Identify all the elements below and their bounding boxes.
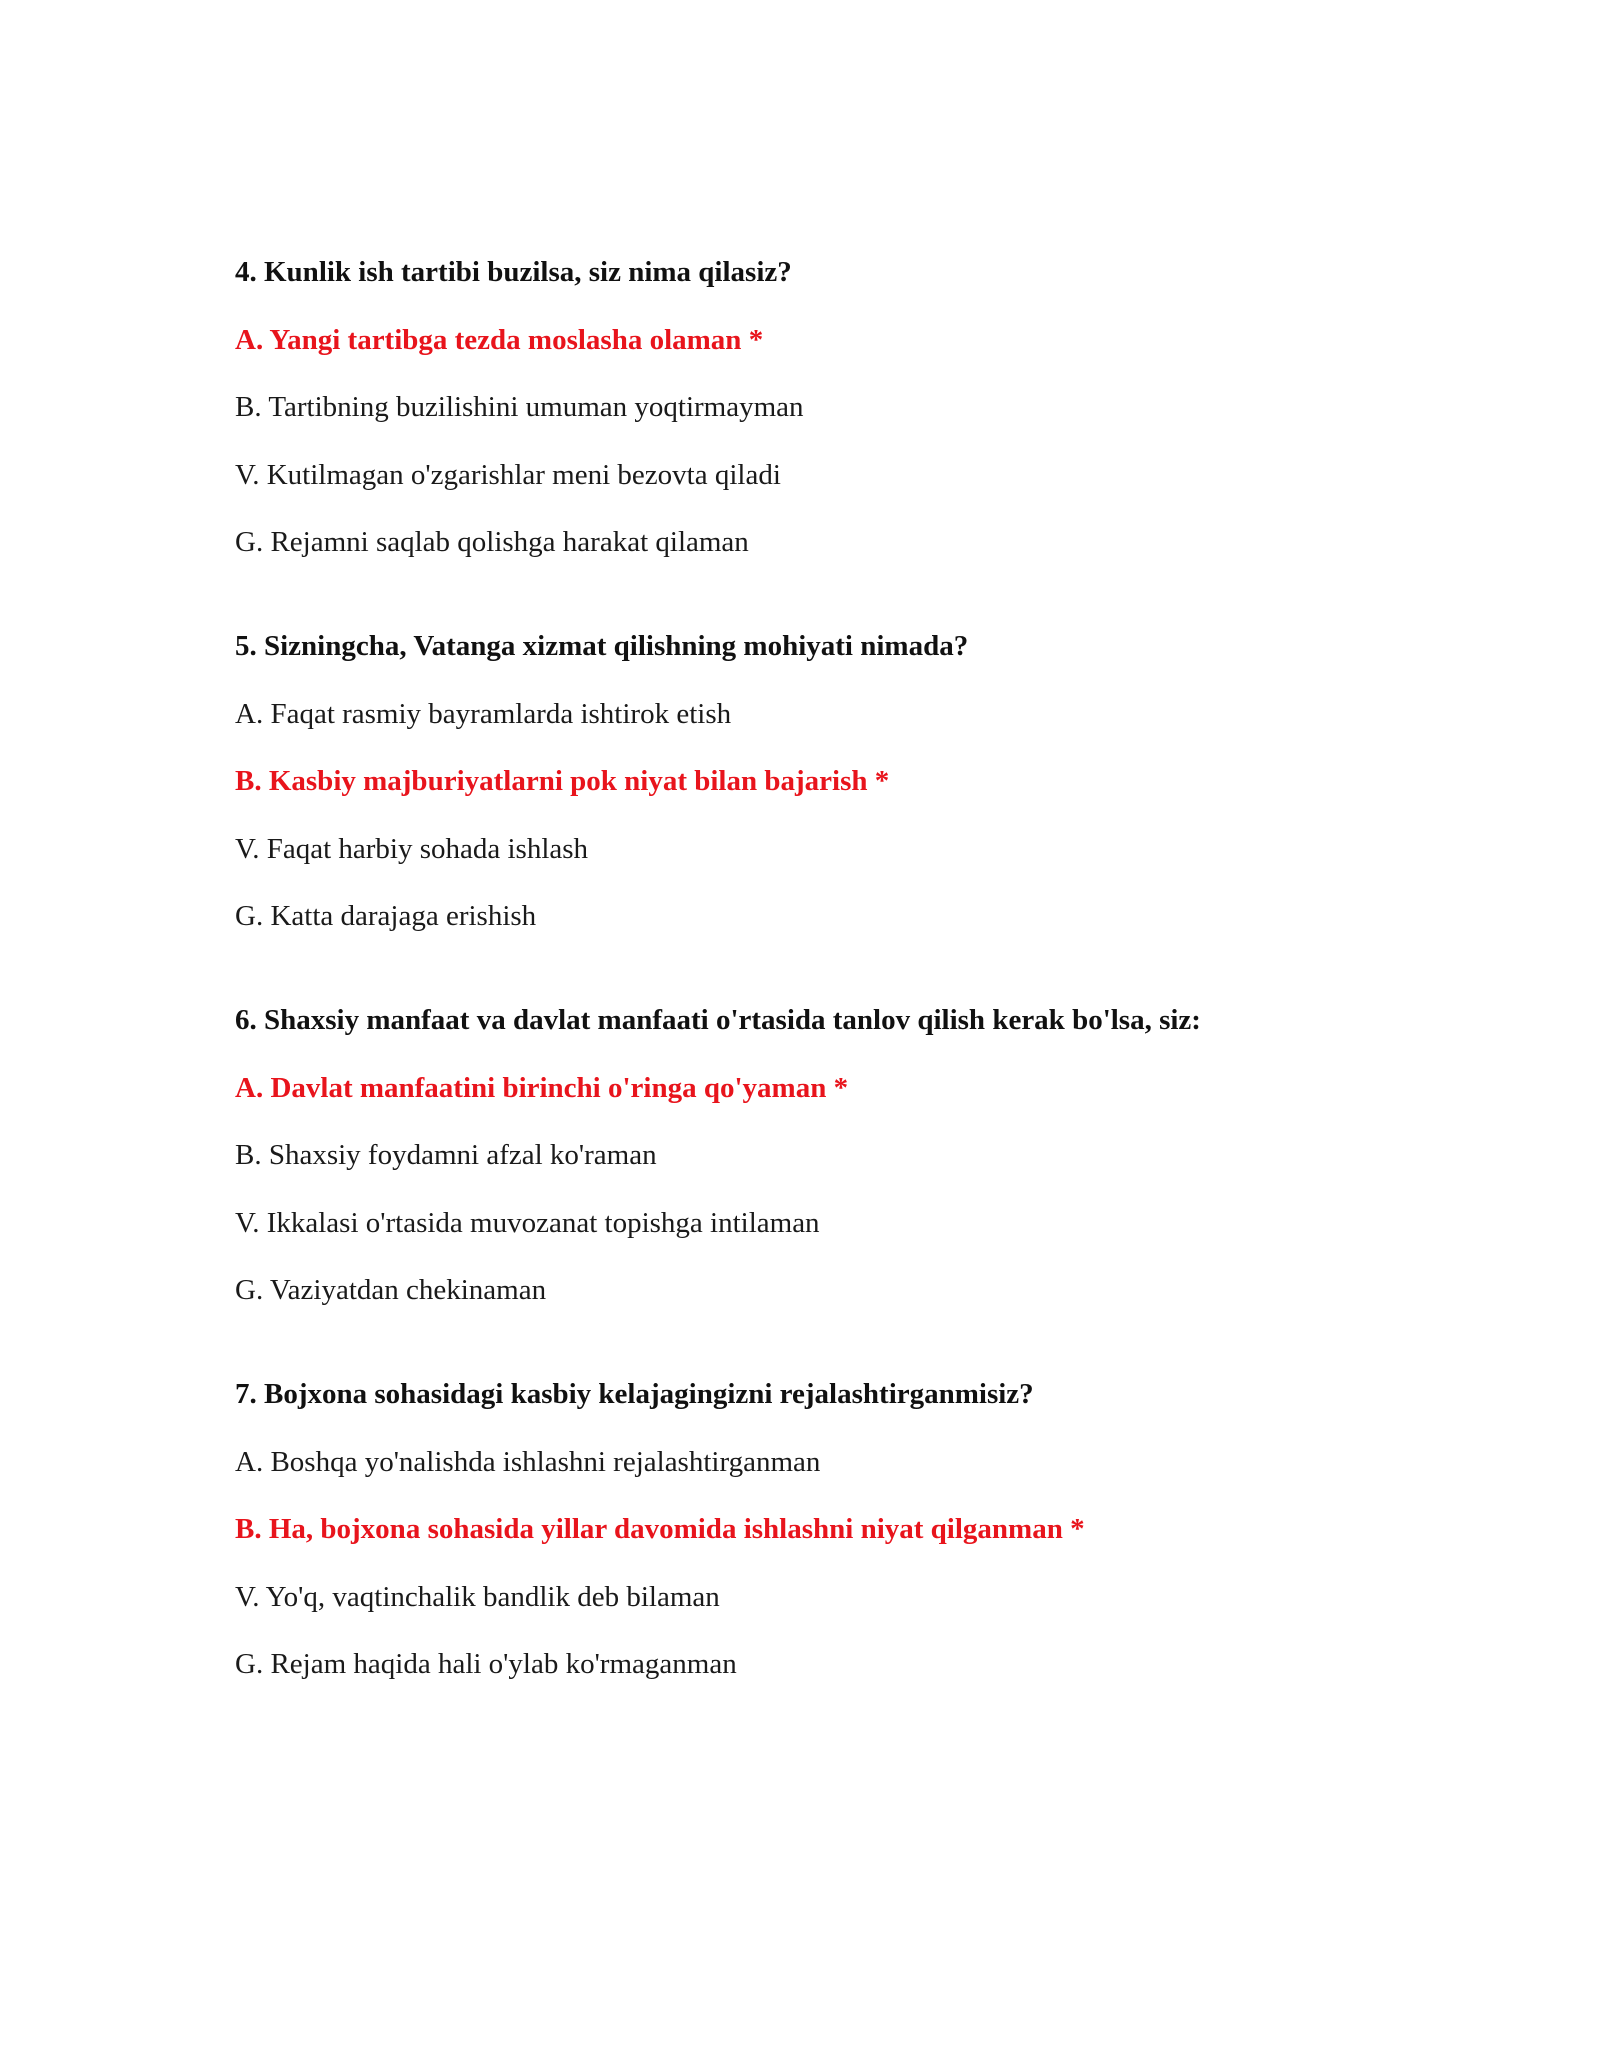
option-item-correct: A. Yangi tartibga tezda moslasha olaman * (235, 323, 764, 356)
question-block-6 (235, 1002, 1435, 1309)
question-block-4 (235, 254, 1435, 561)
option-item: G. Rejam haqida hali o'ylab ko'rmaganman (235, 1648, 737, 1680)
question-block-5 (235, 628, 1435, 935)
option-item: B. Tartibning buzilishini umuman yoqtirmayman (235, 391, 804, 423)
option-item: V. Ikkalasi o'rtasida muvozanat topishga intilaman (235, 1206, 820, 1239)
option-item: V. Yo'q, vaqtinchalik bandlik deb bilaman (235, 1580, 720, 1613)
option-item: B. Shaxsiy foydamni afzal ko'raman (235, 1139, 657, 1171)
question-title: 6. Shaxsiy manfaat va davlat manfaati o'rtasida tanlov qilish kerak bo'lsa, siz: (235, 1004, 1201, 1036)
option-item-correct: B. Ha, bojxona sohasida yillar davomida ishlashni niyat qilganman * (235, 1513, 1085, 1545)
option-item: G. Vaziyatdan chekinaman (235, 1274, 547, 1306)
questionnaire (235, 254, 1435, 1750)
question-title: 5. Sizningcha, Vatanga xizmat qilishning mohiyati nimada? (235, 630, 969, 662)
question-block-7 (235, 1376, 1435, 1683)
option-item-correct: B. Kasbiy majburiyatlarni pok niyat bilan bajarish * (235, 765, 890, 797)
option-item-correct: A. Davlat manfaatini birinchi o'ringa qo'yaman * (235, 1071, 849, 1104)
question-title: 7. Bojxona sohasidagi kasbiy kelajagingizni rejalashtirganmisiz? (235, 1378, 1034, 1410)
option-item: A. Faqat rasmiy bayramlarda ishtirok etish (235, 697, 732, 730)
question-title: 4. Kunlik ish tartibi buzilsa, siz nima qilasiz? (235, 256, 792, 288)
option-item: G. Rejamni saqlab qolishga harakat qilaman (235, 526, 749, 558)
option-item: A. Boshqa yo'nalishda ishlashni rejalashtirganman (235, 1445, 821, 1478)
option-item: V. Faqat harbiy sohada ishlash (235, 832, 589, 865)
option-item: V. Kutilmagan o'zgarishlar meni bezovta qiladi (235, 458, 781, 491)
option-item: G. Katta darajaga erishish (235, 900, 537, 932)
